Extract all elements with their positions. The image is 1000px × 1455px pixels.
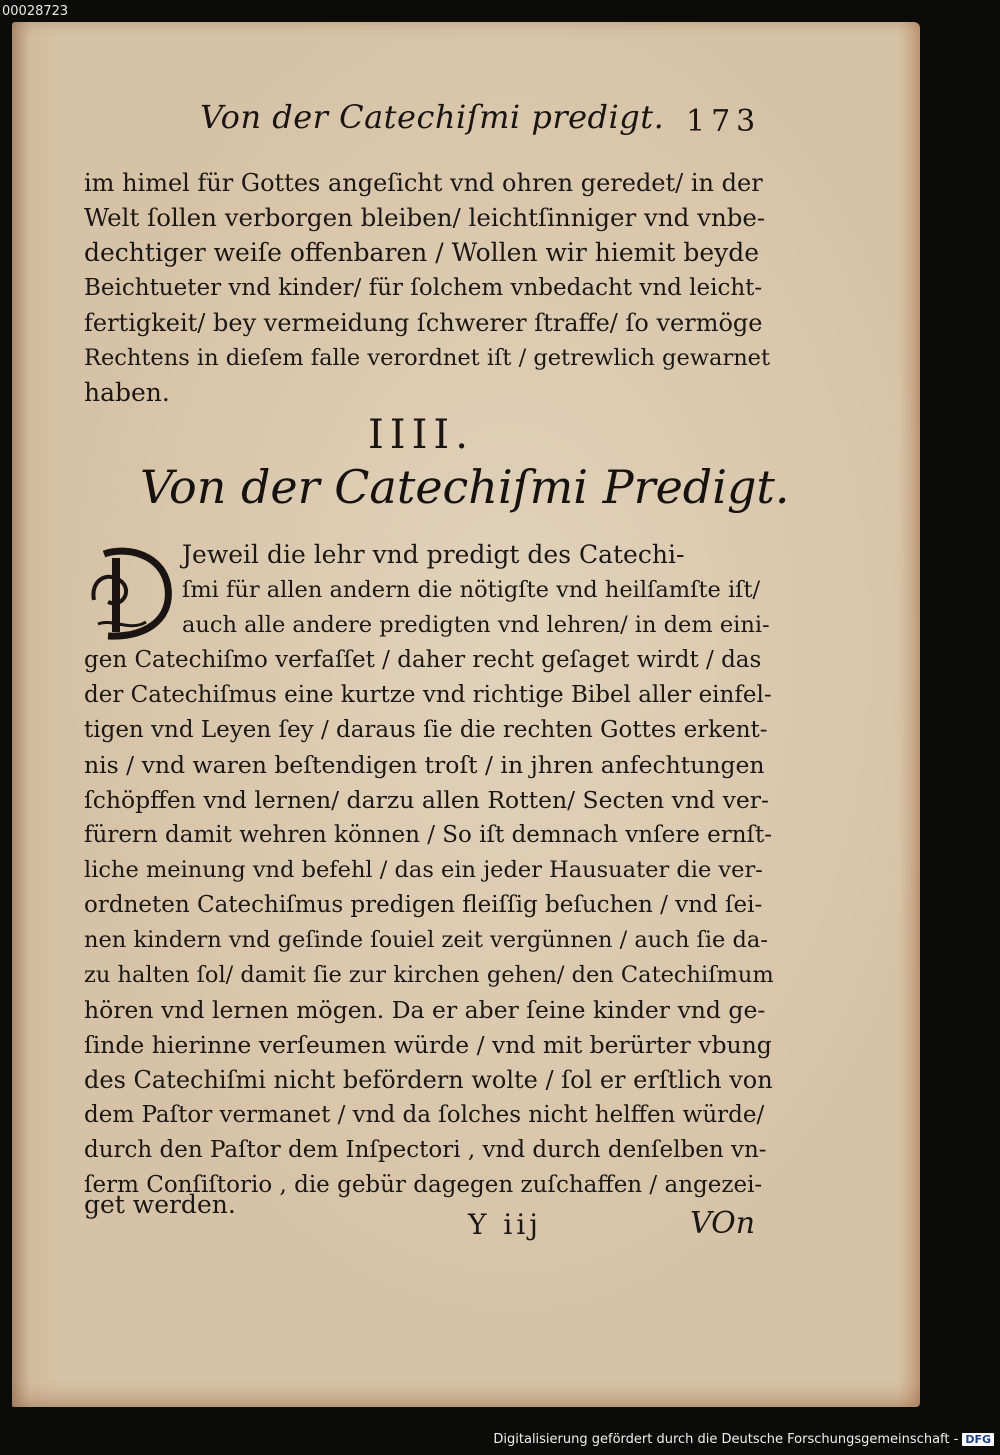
text-line: hören vnd lernen mögen. Da er aber ſeine kinder vnd ge-	[84, 996, 766, 1024]
text-line: fertigkeit/ bey vermeidung ſchwerer ſtraffe/ ſo vermöge	[84, 309, 763, 337]
section-title: Von der Catechiſmi Predigt.	[140, 460, 790, 514]
text-line: nis / vnd waren beſtendigen troſt / in jhren anfechtungen	[84, 751, 765, 779]
text-line: des Catechiſmi nicht befördern wolte / ſol er erſtlich von	[84, 1066, 773, 1094]
text-line: liche meinung vnd befehl / das ein jeder Hausuater die ver-	[84, 857, 763, 883]
running-head	[200, 98, 780, 148]
funding-note: Digitalisierung gefördert durch die Deutsche Forschungsgemeinschaft -	[493, 1432, 959, 1447]
text-line-last: get werden.	[84, 1190, 236, 1219]
decorated-initial-letter	[86, 540, 176, 644]
signature-mark: Y iij	[468, 1208, 542, 1241]
text-line: Rechtens in dieſem falle verordnet iſt / getrewlich gewarnet	[84, 345, 771, 371]
running-head-title: Von der Catechiſmi predigt.	[200, 98, 665, 136]
funding-footer	[493, 1432, 994, 1447]
text-line: der Catechiſmus eine kurtze vnd richtige Bibel aller einfel-	[84, 682, 772, 708]
text-line: ſinde hierinne verſeumen würde / vnd mit berürter vbung	[84, 1031, 772, 1059]
scan-id-label: 00028723	[2, 4, 69, 19]
text-line: Welt ſollen verborgen bleiben/ leichtſinniger vnd vnbe-	[84, 203, 766, 232]
text-line: auch alle andere predigten vnd lehren/ in dem eini-	[182, 612, 770, 638]
text-line: tigen vnd Leyen ſey / daraus ſie die rechten Gottes erkent-	[84, 717, 768, 743]
text-line: zu halten ſol/ damit ſie zur kirchen gehen/ den Catechiſmum	[84, 962, 774, 988]
text-line: Jeweil die lehr vnd predigt des Catechi-	[182, 540, 685, 569]
text-line: im himel für Gottes angeſicht vnd ohren geredet/ in der	[84, 169, 763, 197]
text-line: gen Catechiſmo verfaſſet / daher recht geſaget wirdt / das	[84, 647, 762, 673]
text-line: ſchöpffen vnd lernen/ darzu allen Rotten/ Secten vnd ver-	[84, 786, 769, 814]
text-line: durch den Paſtor dem Inſpectori , vnd durch denſelben vn-	[84, 1137, 767, 1163]
text-line: nen kindern vnd geſinde ſouiel zeit vergünnen / auch ſie da-	[84, 927, 768, 953]
dfg-logo-icon: DFG	[962, 1433, 994, 1446]
text-line: dechtiger weiſe offenbaren / Wollen wir hiemit beyde	[84, 238, 760, 267]
text-line: haben.	[84, 378, 170, 407]
text-line: ſmi für allen andern die nötigſte vnd heilſamſte iſt/	[182, 577, 761, 603]
page-number: 173	[686, 104, 762, 139]
text-line: Beichtueter vnd kinder/ für ſolchem vnbedacht vnd leicht-	[84, 275, 763, 301]
text-line: dem Paſtor vermanet / vnd da ſolches nicht helffen würde/	[84, 1102, 765, 1128]
text-line: ſerm Conſiſtorio , die gebür dagegen zuſchaffen / angezei-	[84, 1172, 763, 1198]
catchword: VOn	[690, 1206, 756, 1241]
section-number: IIII.	[368, 412, 474, 458]
text-line: ordneten Catechiſmus predigen fleiſſig beſuchen / vnd ſei-	[84, 892, 763, 918]
text-line: fürern damit wehren können / So iſt demnach vnſere ernſt-	[84, 822, 773, 848]
